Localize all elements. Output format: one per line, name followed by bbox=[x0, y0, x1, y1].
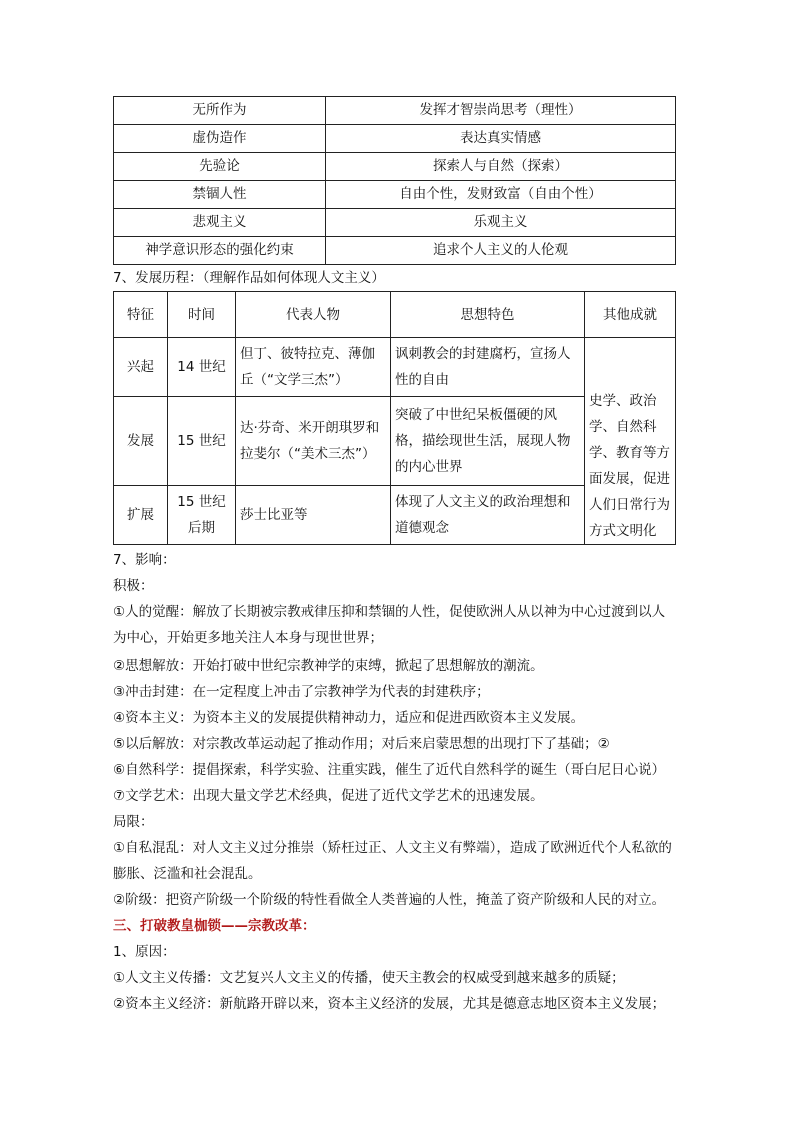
positive-item-1: ①人的觉醒：解放了长期被宗教戒律压抑和禁锢的人性，促使欧洲人从以神为中心过渡到以人为中心，开始更多地关注人本身与现世世界； bbox=[113, 604, 666, 646]
cause-item-2: ②资本主义经济：新航路开辟以来，资本主义经济的发展，尤其是德意志地区资本主义发展； bbox=[113, 996, 666, 1012]
limit-item-1: ①自私混乱：对人文主义过分推崇（矫枉过正、人文主义有弊端），造成了欧洲近代个人私欲的膨胀、泛滥和社会混乱。 bbox=[113, 840, 672, 882]
new-trait-cell: 自由个性，发财致富（自由个性） bbox=[326, 181, 676, 209]
row-feature: 发展 bbox=[114, 397, 168, 485]
old-trait-cell: 先验论 bbox=[114, 153, 326, 181]
section3-title: 三、打破教皇枷锁——宗教改革： bbox=[113, 918, 316, 934]
header-time: 时间 bbox=[168, 292, 236, 338]
limit-label: 局限： bbox=[113, 814, 154, 830]
positive-item-7: ⑦文学艺术：出现大量文学艺术经典，促进了近代文学艺术的迅速发展。 bbox=[113, 788, 544, 804]
row-ideas: 讽刺教会的封建腐朽，宣扬人性的自由 bbox=[391, 338, 585, 397]
row-time: 15 世纪后期 bbox=[168, 485, 236, 544]
table-row bbox=[114, 237, 676, 265]
cause-title: 1、原因： bbox=[113, 944, 176, 960]
row-time: 15 世纪 bbox=[168, 397, 236, 485]
old-trait-cell: 禁锢人性 bbox=[114, 181, 326, 209]
old-trait-cell: 无所作为 bbox=[114, 97, 326, 125]
positive-item-6: ⑥自然科学：提倡探索，科学实验、注重实践，催生了近代自然科学的诞生（哥白尼日心说） bbox=[113, 762, 666, 778]
table-row bbox=[114, 338, 676, 397]
influence-title: 7、影响： bbox=[113, 552, 176, 568]
development-title: 7、发展历程：（理解作品如何体现人文主义） bbox=[113, 270, 385, 286]
header-ideas: 思想特色 bbox=[391, 292, 585, 338]
cause-item-1: ①人文主义传播：文艺复兴人文主义的传播，使天主教会的权威受到越来越多的质疑； bbox=[113, 970, 625, 986]
development-table bbox=[113, 291, 676, 545]
other-achievements: 史学、政治学、自然科学、教育等方面发展，促进人们日常行为方式文明化 bbox=[585, 338, 676, 545]
new-trait-cell: 乐观主义 bbox=[326, 209, 676, 237]
document-page bbox=[113, 96, 675, 1017]
table-row bbox=[114, 181, 676, 209]
old-trait-cell: 悲观主义 bbox=[114, 209, 326, 237]
comparison-table bbox=[113, 96, 676, 265]
positive-item-2: ②思想解放：开始打破中世纪宗教神学的束缚，掀起了思想解放的潮流。 bbox=[113, 658, 544, 674]
old-trait-cell: 神学意识形态的强化约束 bbox=[114, 237, 326, 265]
row-feature: 兴起 bbox=[114, 338, 168, 397]
limit-item-2: ②阶级：把资产阶级一个阶级的特性看做全人类普遍的人性，掩盖了资产阶级和人民的对立。 bbox=[113, 892, 666, 908]
positive-item-4: ④资本主义：为资本主义的发展提供精神动力，适应和促进西欧资本主义发展。 bbox=[113, 710, 585, 726]
new-trait-cell: 追求个人主义的人伦观 bbox=[326, 237, 676, 265]
row-people: 达·芬奇、米开朗琪罗和拉斐尔（“美术三杰”） bbox=[236, 397, 391, 485]
new-trait-cell: 探索人与自然（探索） bbox=[326, 153, 676, 181]
table-row bbox=[114, 97, 676, 125]
header-feature: 特征 bbox=[114, 292, 168, 338]
table-row bbox=[114, 125, 676, 153]
old-trait-cell: 虚伪造作 bbox=[114, 125, 326, 153]
new-trait-cell: 表达真实情感 bbox=[326, 125, 676, 153]
table-header-row bbox=[114, 292, 676, 338]
header-other: 其他成就 bbox=[585, 292, 676, 338]
header-people: 代表人物 bbox=[236, 292, 391, 338]
row-time: 14 世纪 bbox=[168, 338, 236, 397]
positive-label: 积极： bbox=[113, 578, 154, 594]
positive-item-3: ③冲击封建：在一定程度上冲击了宗教神学为代表的封建秩序； bbox=[113, 684, 490, 700]
positive-item-5: ⑤以后解放：对宗教改革运动起了推动作用；对后来启蒙思想的出现打下了基础；② bbox=[113, 736, 610, 752]
row-people: 莎士比亚等 bbox=[236, 485, 391, 544]
table-row bbox=[114, 209, 676, 237]
new-trait-cell: 发挥才智崇尚思考（理性） bbox=[326, 97, 676, 125]
table-row bbox=[114, 153, 676, 181]
row-ideas: 突破了中世纪呆板僵硬的风格，描绘现世生活，展现人物的内心世界 bbox=[391, 397, 585, 485]
row-ideas: 体现了人文主义的政治理想和道德观念 bbox=[391, 485, 585, 544]
row-people: 但丁、彼特拉克、薄伽丘（“文学三杰”） bbox=[236, 338, 391, 397]
row-feature: 扩展 bbox=[114, 485, 168, 544]
